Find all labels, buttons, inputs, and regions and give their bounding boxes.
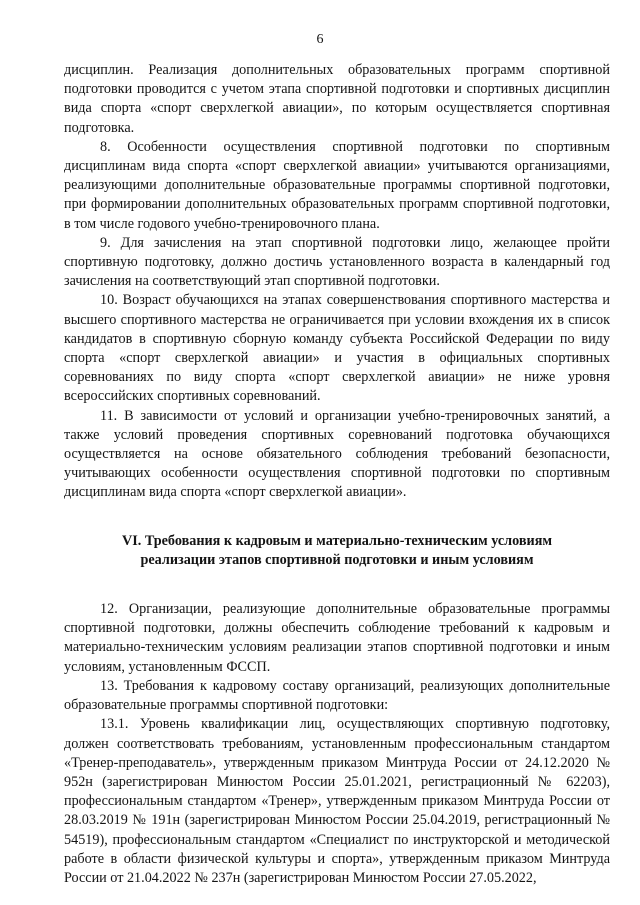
document-body [64, 61, 610, 888]
paragraph-10: 10. Возраст обучающихся на этапах совершенствования спортивного мастерства и высшего спортивного мастерства не ограничивается при условии вхождения их в список кандидатов в спортивную сборную команду субъекта Российской Федерации по виду спорта «спорт сверхлегкой авиации» и участия в официальных спортивных соревнованиях по виду спорта «спорт сверхлегкой авиации» не ниже уровня всероссийских спортивных соревнований. [64, 292, 610, 405]
section-heading-line-1: VI. Требования к кадровым и материально-техническим условиям [121, 532, 553, 549]
paragraph-11: 11. В зависимости от условий и организации учебно-тренировочных занятий, а также условий проведения спортивных соревнований подготовка обучающихся осуществляется на основе обязательного соблюдения требований безопасности, учитывающих особенности осуществления спортивной подготовки по спортивным дисциплинам вида спорта «спорт сверхлегкой авиации». [64, 407, 610, 501]
section-heading [64, 532, 610, 570]
paragraph-12: 12. Организации, реализующие дополнительные образовательные программы спортивной подготовки, должны обеспечить соблюдение требований к кадровым и материально-техническим условиям реализации этапов спортивной подготовки и иным условиям, установленным ФССП. [64, 601, 610, 675]
paragraph-13-1: 13.1. Уровень квалификации лиц, осуществляющих спортивную подготовку, должен соответствовать требованиям, установленным профессиональным стандартом «Тренер-преподаватель», утвержденным приказом Минтруда России от 24.12.2020 № 952н (зарегистрирован Минюстом России 25.01.2021, регистрационный № 62203), профессиональным стандартом «Тренер», утвержденным приказом Минтруда России от 28.03.2019 № 191н (зарегистрирован Минюстом России 25.04.2019, регистрационный № 54519), профессиональным стандартом «Специалист по инструкторской и методической работе в области физической культуры и спорта», утвержденным приказом Минтруда России от 21.04.2022 № 237н (зарегистрирован Минюстом России 27.05.2022, [64, 716, 610, 886]
paragraph-9: 9. Для зачисления на этап спортивной подготовки лицо, желающее пройти спортивную подготовку, должно достичь установленного возраста в календарный год зачисления на соответствующий этап спортивной подготовки. [64, 234, 610, 290]
page-number: 6 [316, 32, 324, 47]
paragraph-continuation: дисциплин. Реализация дополнительных образовательных программ спортивной подготовки проводится с учетом этапа спортивной подготовки и спортивных дисциплин вида спорта «спорт сверхлегкой авиации», по которым осуществляется спортивная подготовка. [64, 62, 610, 136]
paragraph-8: 8. Особенности осуществления спортивной подготовки по спортивным дисциплинам вида спорта «спорт сверхлегкой авиации» учитываются организациями, реализующими дополнительные образовательные программы спортивной подготовки, при формировании дополнительных образовательных программ спортивной подготовки, в том числе годового учебно-тренировочного плана. [64, 138, 610, 232]
paragraph-13: 13. Требования к кадровому составу организаций, реализующих дополнительные образовательные программы спортивной подготовки: [64, 677, 610, 714]
section-heading-line-2: реализации этапов спортивной подготовки и иным условиям [140, 551, 534, 568]
